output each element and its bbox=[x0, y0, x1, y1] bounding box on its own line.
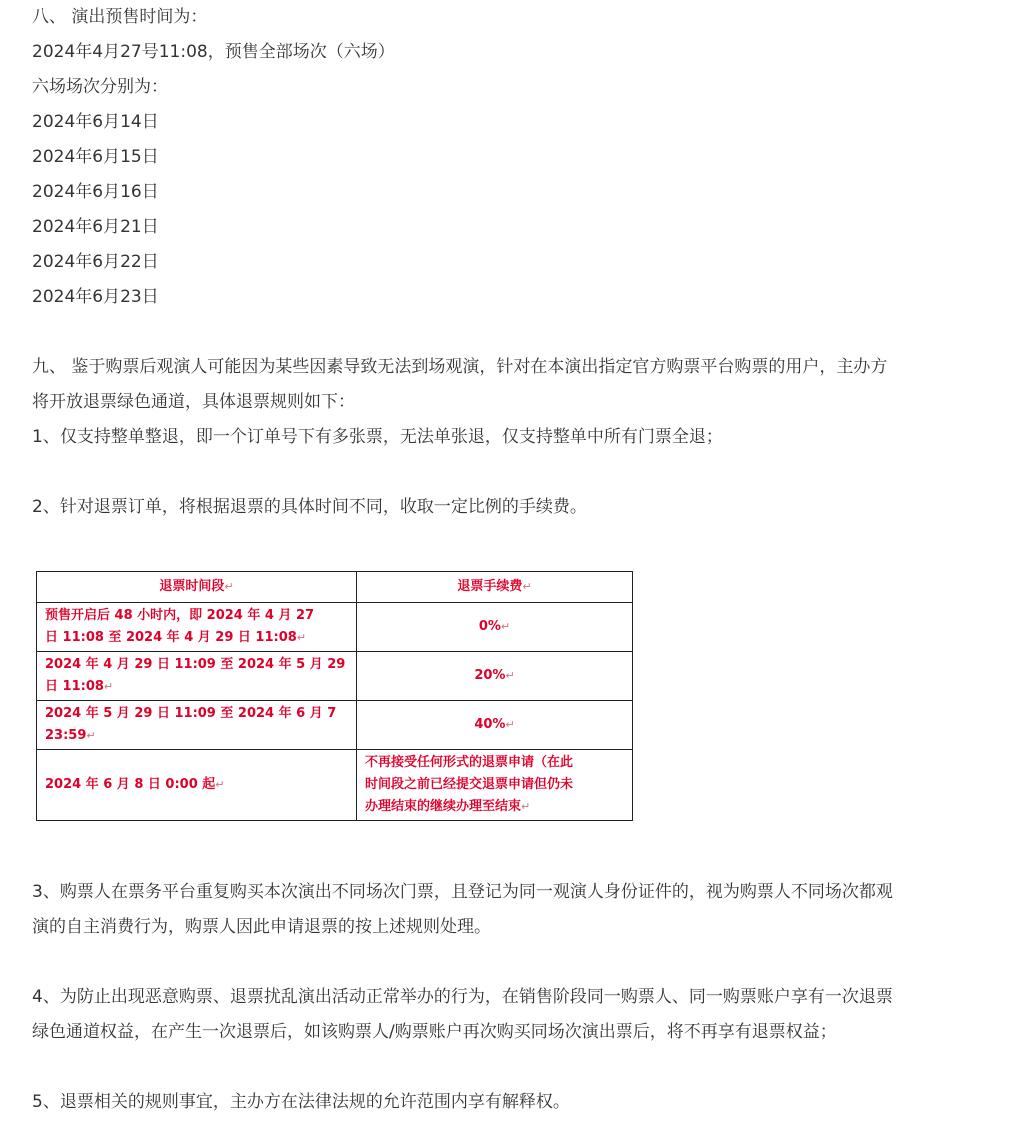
fee-cell: 不再接受任何形式的退票申请（在此 时间段之前已经提交退票申请但仍未 办理结束的继续办理至结束↵ bbox=[357, 750, 633, 821]
header-period: 退票时间段↵ bbox=[37, 572, 357, 603]
header-fee: 退票手续费↵ bbox=[357, 572, 633, 603]
session-date: 2024年6月23日 bbox=[32, 287, 159, 307]
period-cell: 2024 年 4 月 29 日 11:09 至 2024 年 5 月 29 日 11:08↵ bbox=[37, 652, 357, 701]
rule-4-line1: 4、为防止出现恶意购票、退票扰乱演出活动正常举办的行为，在销售阶段同一购票人、同一购票账户享有一次退票 bbox=[32, 987, 893, 1007]
period-cell: 2024 年 6 月 8 日 0:00 起↵ bbox=[37, 750, 357, 821]
section9-intro-line1: 九、 鉴于购票后观演人可能因为某些因素导致无法到场观演，针对在本演出指定官方购票平台购票的用户，主办方 bbox=[32, 357, 888, 377]
fee-cell: 0%↵ bbox=[357, 603, 633, 652]
section9-intro-line2: 将开放退票绿色通道，具体退票规则如下： bbox=[32, 392, 355, 412]
presale-time: 2024年4月27号11:08，预售全部场次（六场） bbox=[32, 42, 395, 62]
rule-5: 5、退票相关的规则事宜，主办方在法律法规的允许范围内享有解释权。 bbox=[32, 1092, 570, 1112]
session-date: 2024年6月21日 bbox=[32, 217, 159, 237]
article-body-continued bbox=[32, 875, 992, 1120]
rule-1: 1、仅支持整单整退，即一个订单号下有多张票，无法单张退，仅支持整单中所有门票全退； bbox=[32, 427, 723, 447]
rule-3-line2: 演的自主消费行为，购票人因此申请退票的按上述规则处理。 bbox=[32, 917, 491, 937]
section8-title: 八、 演出预售时间为： bbox=[32, 7, 208, 27]
table-row bbox=[37, 750, 633, 821]
session-date: 2024年6月14日 bbox=[32, 112, 159, 132]
rule-3-line1: 3、购票人在票务平台重复购买本次演出不同场次门票，且登记为同一观演人身份证件的，视为购票人不同场次都观 bbox=[32, 882, 893, 902]
period-cell: 预售开启后 48 小时内，即 2024 年 4 月 27 日 11:08 至 2024 年 4 月 29 日 11:08↵ bbox=[37, 603, 357, 652]
article-body bbox=[32, 0, 992, 525]
refund-fee-table bbox=[36, 571, 633, 821]
session-date: 2024年6月15日 bbox=[32, 147, 159, 167]
refund-fee-table-image bbox=[36, 571, 632, 823]
sessions-label: 六场场次分别为： bbox=[32, 77, 168, 97]
period-cell: 2024 年 5 月 29 日 11:09 至 2024 年 6 月 7 23:59↵ bbox=[37, 701, 357, 750]
table-row bbox=[37, 701, 633, 750]
fee-cell: 20%↵ bbox=[357, 652, 633, 701]
fee-cell: 40%↵ bbox=[357, 701, 633, 750]
rule-4-line2: 绿色通道权益，在产生一次退票后，如该购票人/购票账户再次购买同场次演出票后，将不再享有退票权益； bbox=[32, 1022, 837, 1042]
table-row bbox=[37, 603, 633, 652]
session-date: 2024年6月16日 bbox=[32, 182, 159, 202]
session-date: 2024年6月22日 bbox=[32, 252, 159, 272]
rule-2: 2、针对退票订单，将根据退票的具体时间不同，收取一定比例的手续费。 bbox=[32, 497, 587, 517]
table-header-row bbox=[37, 572, 633, 603]
table-row bbox=[37, 652, 633, 701]
